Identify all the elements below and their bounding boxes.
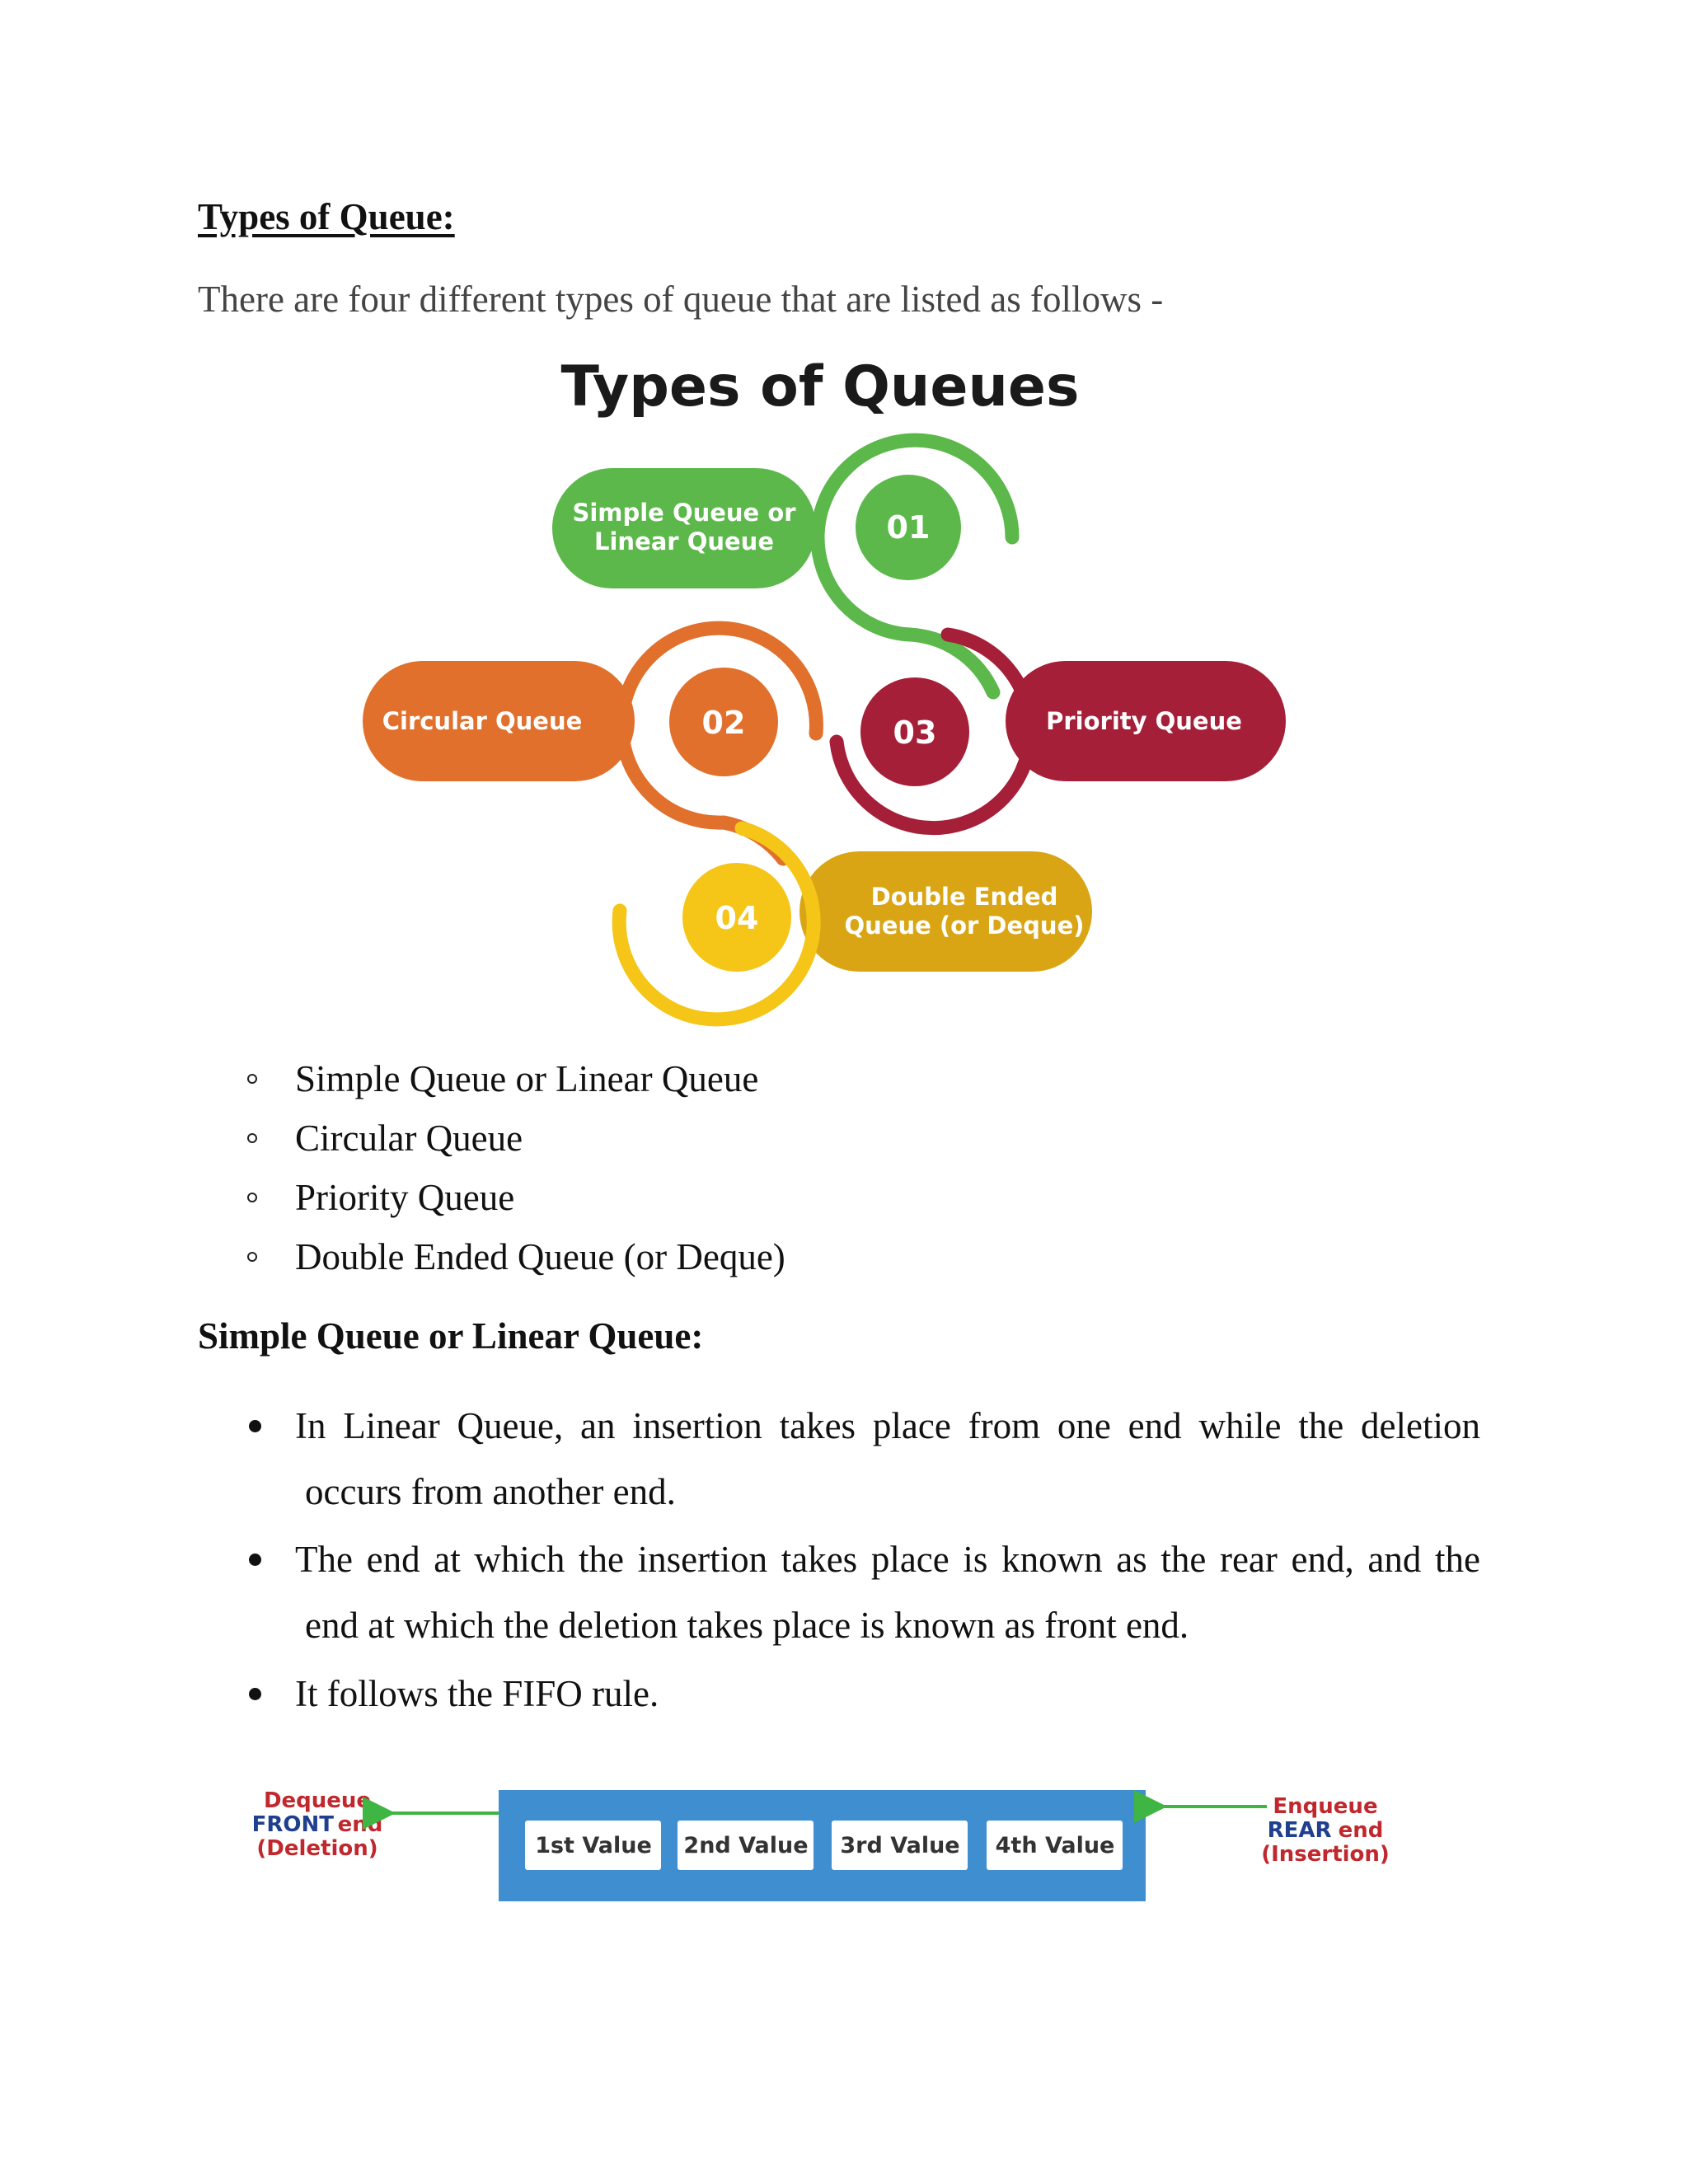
- bullet-icon: [249, 1420, 261, 1432]
- types-of-queues-diagram: [354, 354, 1302, 1030]
- queue-cell-label: 3rd Value: [840, 1833, 960, 1858]
- label-02: Circular Queue: [382, 707, 583, 735]
- label-03: Priority Queue: [1046, 707, 1242, 735]
- list-item: In Linear Queue, an insertion takes place from one end while the deletion occurs from another end.: [198, 1393, 1480, 1525]
- list-item: Double Ended Queue (or Deque): [198, 1227, 785, 1286]
- diagram-title: Types of Queues: [560, 354, 1080, 419]
- list-item: It follows the FIFO rule.: [198, 1661, 1480, 1727]
- insertion-label: (Insertion): [1261, 1842, 1390, 1867]
- queue-cell-label: 2nd Value: [683, 1833, 809, 1858]
- badge-01-num: 01: [886, 509, 931, 546]
- label-04-line2: Queue (or Deque): [844, 912, 1085, 940]
- circle-bullet-icon: [247, 1074, 257, 1084]
- queue-cell-label: 4th Value: [995, 1833, 1115, 1858]
- list-item: The end at which the insertion takes place is known as the rear end, and the end at which the deletion takes place is known as front end.: [198, 1526, 1480, 1658]
- intro-paragraph: There are four different types of queue that are listed as follows -: [198, 279, 1164, 320]
- label-01-line1: Simple Queue or: [572, 499, 796, 527]
- list-item: Simple Queue or Linear Queue: [198, 1049, 785, 1108]
- circle-bullet-icon: [247, 1133, 257, 1143]
- circle-bullet-icon: [247, 1252, 257, 1262]
- list-item: Priority Queue: [198, 1168, 785, 1227]
- front-end-label: FRONT end: [251, 1812, 383, 1837]
- label-01-line2: Linear Queue: [594, 527, 774, 555]
- dequeue-label: Dequeue: [263, 1788, 372, 1813]
- bullet-icon: [249, 1688, 261, 1700]
- queue-cell-label: 1st Value: [535, 1833, 652, 1858]
- queue-types-list: [198, 1049, 785, 1286]
- circle-bullet-icon: [247, 1193, 257, 1202]
- label-04-line1: Double Ended: [870, 883, 1058, 911]
- badge-02-num: 02: [701, 705, 746, 741]
- bullet-icon: [249, 1554, 261, 1566]
- linear-queue-diagram: [247, 1788, 1418, 1920]
- section-heading-simple-queue: Simple Queue or Linear Queue:: [198, 1315, 704, 1357]
- list-item: Circular Queue: [198, 1108, 785, 1168]
- badge-03-num: 03: [893, 715, 937, 751]
- section-heading-types-of-queue: Types of Queue:: [198, 196, 455, 237]
- enqueue-label: Enqueue: [1273, 1794, 1378, 1819]
- badge-04-num: 04: [715, 900, 759, 936]
- deletion-label: (Deletion): [256, 1836, 378, 1861]
- rear-end-label: REAR end: [1267, 1818, 1384, 1843]
